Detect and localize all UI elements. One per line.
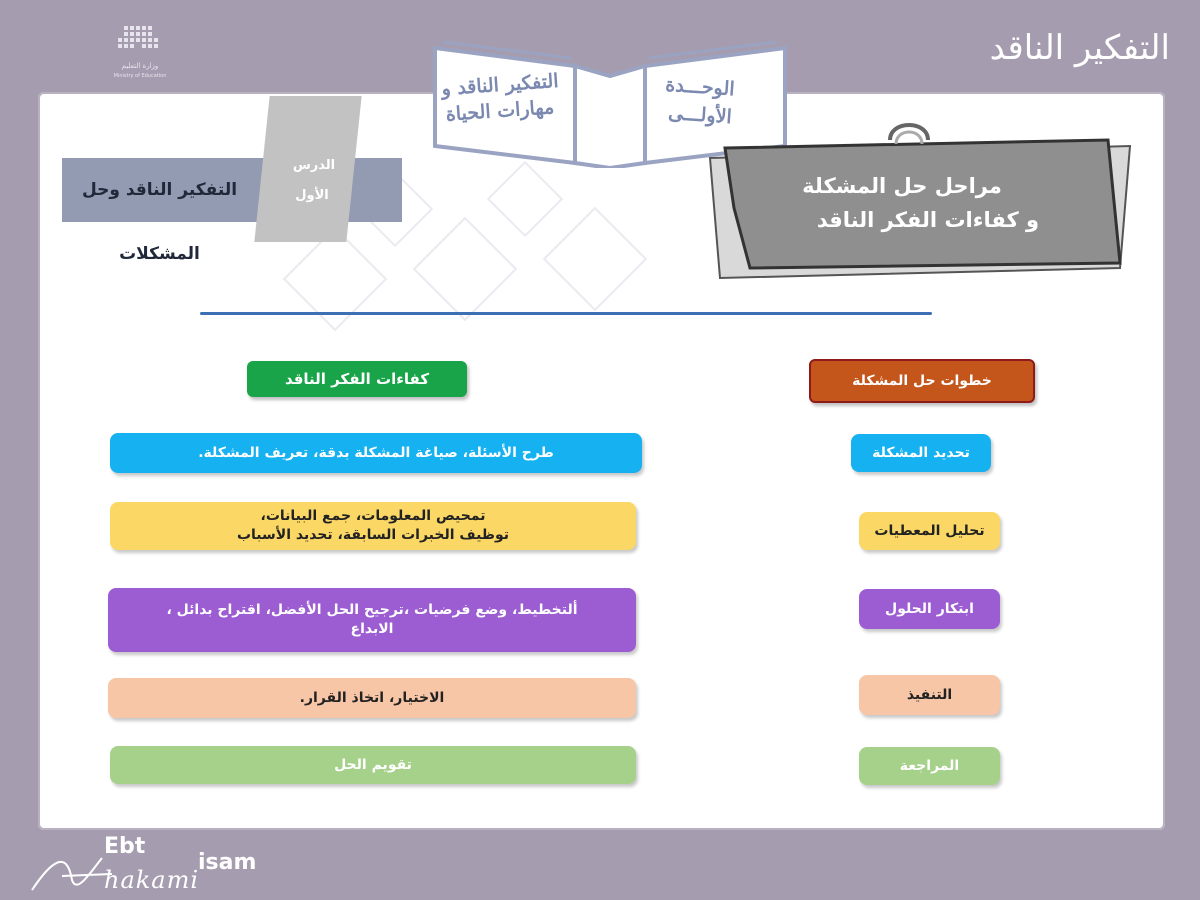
step-label: المراجعة: [899, 757, 960, 774]
book-right-subtitle: الأولـــى: [667, 101, 733, 129]
competency-define: [110, 433, 642, 473]
competency-text: توظيف الخبرات السابقة، تحديد الأسباب: [236, 527, 510, 543]
lesson-title: التفكير الناقد وحل المشكلات: [81, 180, 238, 264]
competency-text: طرح الأسئلة، صياغة المشكلة بدقة، تعريف المشكلة.: [198, 444, 554, 461]
competency-text: تقويم الحل: [334, 756, 412, 773]
step-implement: [859, 675, 1000, 715]
competency-analyze: [110, 502, 636, 550]
competency-review: [110, 746, 636, 784]
divider: [200, 312, 932, 315]
step-analyze: [859, 512, 1000, 550]
background-pattern: [413, 217, 518, 322]
ministry-name: وزارة التعليم: [121, 62, 159, 70]
ministry-name-en: Ministry of Education: [113, 73, 167, 79]
sign-subtitle: و كفاءات الفكر الناقد: [816, 208, 1040, 232]
book-left-title: التفكير الناقد و: [440, 69, 560, 101]
step-label: تحديد المشكلة: [872, 444, 970, 461]
step-label: ابتكار الحلول: [885, 600, 974, 617]
signature-part2: isam: [198, 850, 257, 875]
competency-text: تمحيص المعلومات، جمع البيانات،: [260, 508, 486, 524]
steps-header: خطوات حل المشكلة: [809, 359, 1035, 403]
competency-text: الابداع: [350, 621, 394, 637]
book-right-title: الوحـــدة: [664, 73, 736, 101]
hanging-sign-icon: [690, 118, 1138, 288]
page-title: التفكير الناقد: [989, 28, 1170, 68]
background-pattern: [283, 227, 388, 332]
step-review: [859, 747, 1000, 785]
step-label: التنفيذ: [906, 686, 953, 703]
competencies-header: كفاءات الفكر الناقد: [247, 361, 467, 397]
signature-part3: hakami: [104, 866, 200, 894]
book-left-subtitle: مهارات الحياة: [445, 96, 555, 126]
step-label: تحليل المعطيات: [874, 522, 985, 539]
step-define: [851, 434, 991, 472]
competency-text: ألتخطيط، وضع فرضيات ،ترجيح الحل الأفضل، اقتراح بدائل ،: [166, 602, 578, 618]
competency-text: الاختيار، اتخاذ القرار.: [299, 689, 445, 706]
lesson-tab-number: الأول: [295, 188, 329, 203]
signature-part1: Ebt: [104, 834, 146, 859]
sign-title: مراحل حل المشكلة: [802, 174, 1002, 198]
competency-implement: [108, 678, 636, 718]
step-innovate: [859, 589, 1000, 629]
competency-innovate: [108, 588, 636, 652]
background-pattern: [487, 161, 563, 237]
lesson-tab-label: الدرس: [292, 158, 336, 173]
background-pattern: [543, 207, 648, 312]
